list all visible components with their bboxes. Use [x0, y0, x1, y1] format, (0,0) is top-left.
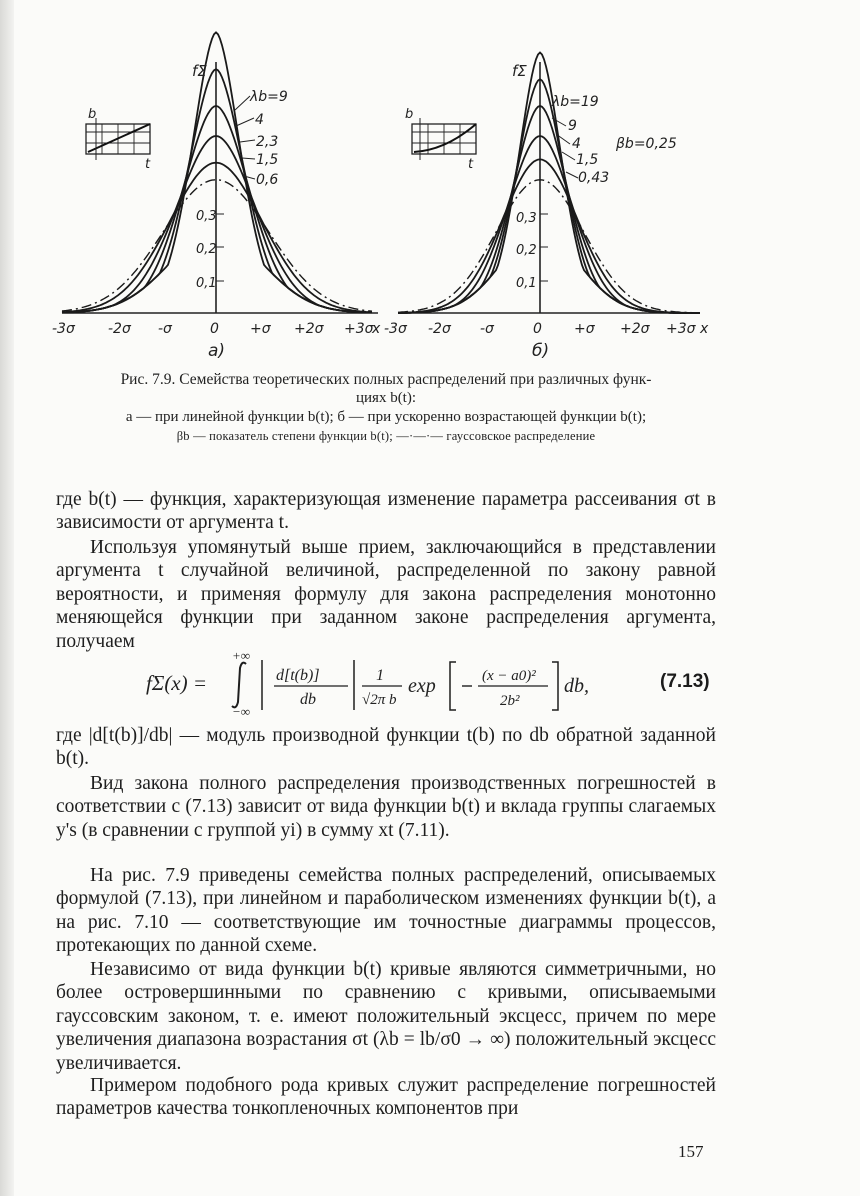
- panel-a-inset-t: t: [145, 157, 151, 172]
- curve-b-3: [398, 136, 700, 313]
- formula-upper-limit: +∞: [232, 648, 251, 663]
- panel-a-lambda-3: 1,5: [256, 152, 279, 168]
- panel-b-label: б): [532, 341, 550, 361]
- caption-line-3: а — при линейной функции b(t); б — при ускоренно возрастающей функции b(t);: [125, 409, 647, 425]
- panel-b-lambda-labels: [551, 94, 677, 186]
- panel-b-ytick-1: 0,2: [516, 243, 537, 258]
- panel-a-lambda-2: 2,3: [256, 134, 279, 150]
- paragraph-2: Используя упомянутый выше прием, заключающийся в представлении аргумента t случайной величиной, распределенной по закону равной вероятности, и применяя формулу для закона распределения монотонно меняющейся функции при заданном законе распределения аргумента, получаем: [56, 537, 716, 652]
- formula-lower-limit: −∞: [232, 704, 251, 716]
- figure-caption: [56, 370, 716, 446]
- panel-a-xtick-0: -3σ: [52, 321, 75, 337]
- panel-b-x-label: x: [700, 321, 709, 337]
- formula-frac-den: √2π b: [362, 692, 397, 708]
- paragraph-3: где |d[t(b)]/db| — модуль производной функции t(b) по db обратной заданной b(t).: [56, 725, 716, 770]
- panel-b-xtick-6: +3σ: [666, 321, 696, 337]
- panel-b-lambda-0: λb=19: [552, 94, 599, 110]
- formula-exp: exp: [408, 675, 436, 697]
- panel-a-ytick-0: 0,3: [196, 209, 217, 224]
- panel-b-xtick-0: -3σ: [384, 321, 407, 337]
- formula-exp-den: 2b²: [500, 693, 520, 709]
- formula-exp-num: (x − a0)²: [482, 668, 536, 684]
- panel-a-ytick-2: 0,1: [196, 276, 217, 291]
- paragraph-6: Независимо от вида функции b(t) кривые являются симметричными, но более островершинными по сравнению с кривыми, описываемыми гауссовским законом, т. е. имеют положительный эксцесс, причем по мере увеличения диапазона возрастания σt (λb = lb/σ0 → ∞) положительный эксцесс увеличивается.: [56, 959, 716, 1074]
- panel-a-lambda-1: 4: [255, 112, 264, 128]
- figure-7-9: [0, 0, 860, 370]
- page-number: 157: [678, 1142, 704, 1161]
- panel-a-ytick-1: 0,2: [196, 242, 217, 257]
- left-bracket: [450, 662, 456, 710]
- panel-b-y-label: fΣ: [512, 62, 527, 80]
- formula-deriv-num: d[t(b)]: [276, 667, 320, 684]
- panel-a-xtick-2: -σ: [158, 321, 172, 337]
- panel-b-xtick-4: +σ: [574, 321, 595, 337]
- integral-sign: [232, 663, 246, 708]
- right-bracket: [552, 662, 558, 710]
- panel-a-inset-b: b: [88, 107, 97, 122]
- panel-a-lambda-0: λb=9: [250, 89, 288, 105]
- panel-b-lambda-1: 9: [568, 118, 577, 134]
- panel-b-inset-t: t: [468, 157, 474, 172]
- panel-b-xtick-1: -2σ: [428, 321, 451, 337]
- formula-deriv-den: db: [300, 691, 316, 708]
- panel-b-beta: βb=0,25: [616, 136, 677, 152]
- panel-a-xtick-5: +2σ: [294, 321, 324, 337]
- panel-a-inset-line: [88, 124, 150, 152]
- curve-a-0: [62, 32, 372, 312]
- panel-a-xtick-1: -2σ: [108, 321, 131, 337]
- caption-line-2: циях b(t):: [355, 390, 417, 406]
- panel-b-ytick-2: 0,1: [516, 276, 537, 291]
- panel-a-y-ticks: [196, 209, 224, 291]
- panel-a-xtick-6: +3σ: [344, 321, 374, 337]
- caption-line-4: βb — показатель степени функции b(t); —·—·— гауссовское распределение: [176, 429, 596, 443]
- panel-a: [52, 32, 381, 361]
- panel-b-lambda-2: 4: [572, 136, 581, 152]
- panel-b-xtick-3: 0: [533, 321, 542, 337]
- paragraph-5: На рис. 7.9 приведены семейства полных распределений, описываемых формулой (7.13), при линейном и параболическом изменениях функции b(t), а на рис. 7.10 — соответствующие им точностные диаграммы процессов, протекающих по данной схеме.: [56, 865, 716, 957]
- panel-a-xtick-4: +σ: [250, 321, 271, 337]
- formula-lhs: fΣ(x) =: [146, 671, 208, 695]
- curve-b-1: [398, 79, 700, 313]
- panel-a-xtick-3: 0: [210, 321, 219, 337]
- panel-a-inset: [86, 107, 151, 172]
- caption-line-1: Рис. 7.9. Семейства теоретических полных распределений при различных функ-: [120, 371, 652, 388]
- formula-7-13: [140, 648, 720, 716]
- formula-differential: db,: [564, 675, 589, 697]
- paragraph-7: Примером подобного рода кривых служит распределение погрешностей параметров качества тонкопленочных компонентов при: [56, 1075, 716, 1120]
- curve-a-5: [62, 180, 372, 311]
- panel-b-y-ticks: [516, 211, 548, 291]
- panel-b-lambda-3: 1,5: [576, 152, 599, 168]
- panel-b-inset-b: b: [405, 107, 414, 122]
- equation-number: (7.13): [660, 671, 710, 692]
- panel-a-y-label: fΣ: [192, 62, 207, 80]
- panel-a-label: а): [208, 341, 226, 361]
- panel-b-inset-curve: [414, 124, 476, 152]
- panel-b-inset: [405, 107, 476, 172]
- panel-b-xtick-2: -σ: [480, 321, 494, 337]
- formula-frac-num: 1: [376, 667, 384, 684]
- panel-a-x-label: x: [372, 321, 381, 337]
- panel-a-lambda-4: 0,6: [256, 172, 279, 188]
- curve-a-4: [62, 163, 372, 313]
- paragraph-4: Вид закона полного распределения производственных погрешностей в соответствии с (7.13) зависит от вида функции b(t) и вклада группы слагаемых y's (в сравнении с группой yi) в сумму xt (7.11).: [56, 773, 716, 841]
- panel-b-lambda-4: 0,43: [578, 170, 610, 186]
- panel-b-xtick-5: +2σ: [620, 321, 650, 337]
- panel-a-x-ticks: [52, 321, 381, 361]
- panel-b-x-ticks: [384, 321, 709, 361]
- panel-b: [384, 53, 709, 362]
- panel-b-ytick-0: 0,3: [516, 211, 537, 226]
- paragraph-1: где b(t) — функция, характеризующая изменение параметра рассеивания σt в зависимости от аргумента t.: [56, 489, 716, 534]
- curve-b-5: [398, 180, 700, 313]
